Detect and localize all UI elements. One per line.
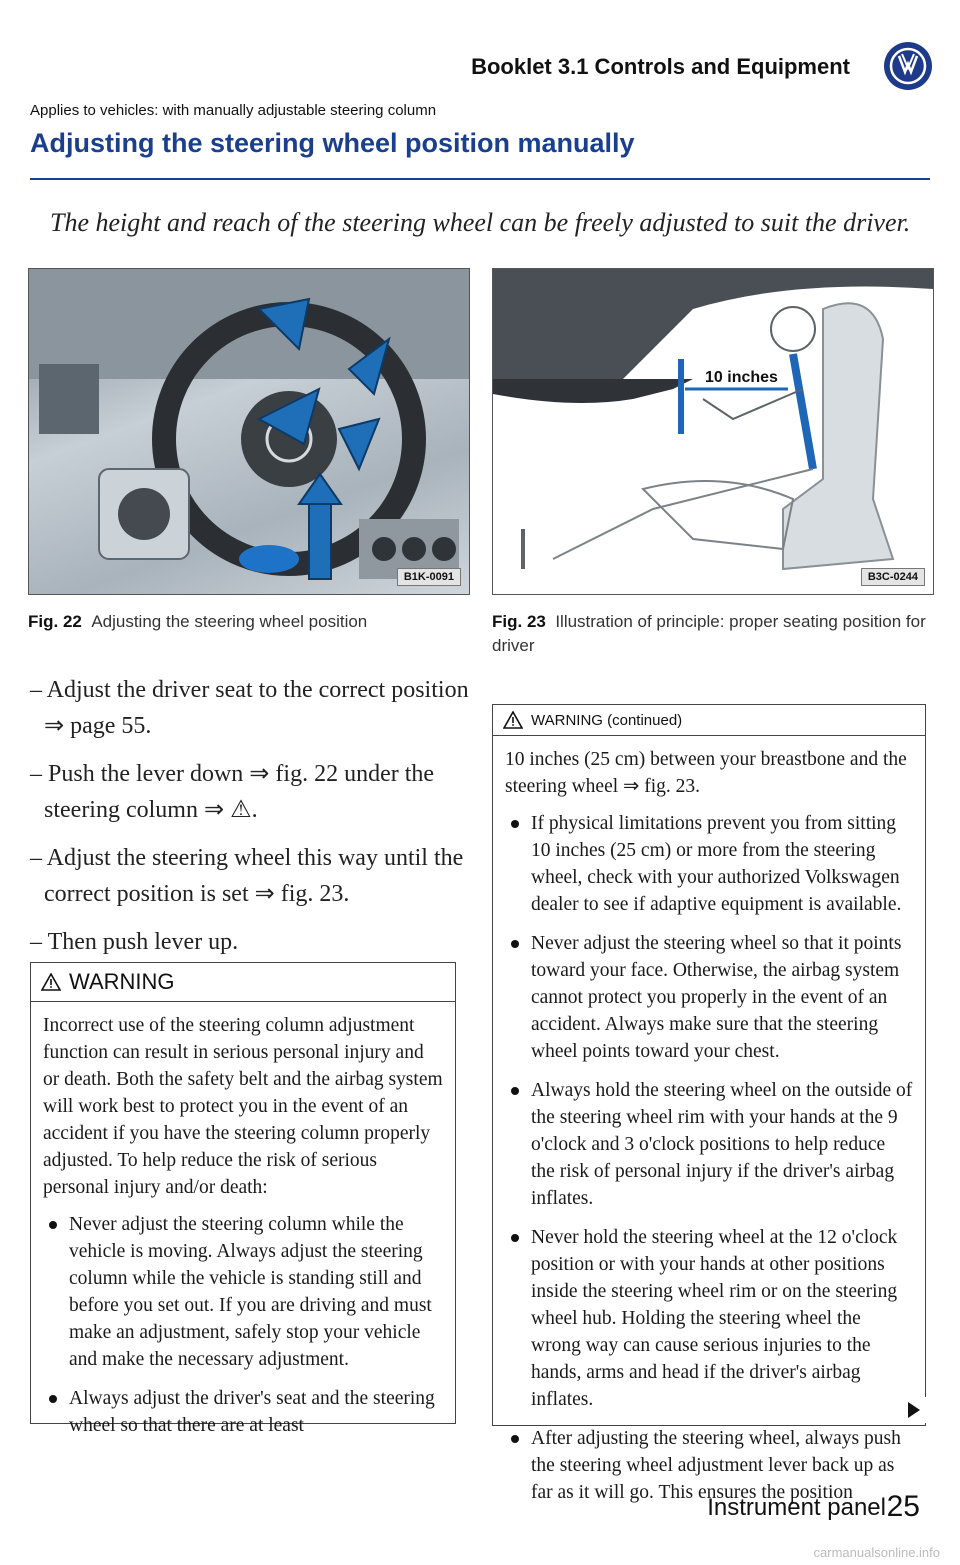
steering-wheel-illustration xyxy=(29,269,469,594)
warning-triangle-icon xyxy=(41,973,61,991)
warning-bullet: Always hold the steering wheel on the outside of the steering wheel rim with your hands at the 9 o'clock and 3 o'clock positions to help reduce the risk of personal injury if the driver's airbag inflates. xyxy=(505,1077,913,1212)
warning-header xyxy=(493,705,925,736)
warning-title: WARNING (continued) xyxy=(531,711,683,729)
footer-section-name: Instrument panel xyxy=(707,1494,886,1521)
volkswagen-logo-icon xyxy=(884,42,932,90)
step-item: – Adjust the steering wheel this way until the correct position is set ⇒ fig. 23. xyxy=(30,845,464,907)
warning-body xyxy=(493,736,925,1528)
warning-title: WARNING xyxy=(69,969,175,994)
section-title: Adjusting the steering wheel position manually xyxy=(30,128,635,158)
figure-23-label: Fig. 23 xyxy=(492,612,546,631)
applies-to-note: Applies to vehicles: with manually adjustable steering column xyxy=(30,102,437,119)
warning-bullet: Never adjust the steering column while the vehicle is moving. Always adjust the steering column while the vehicle is standing still and before you set out. If you are driving and must make an adjustment, safely stop your vehicle and make the necessary adjustment. xyxy=(43,1211,443,1373)
warning-bullet: Always adjust the driver's seat and the steering wheel so that there are at least xyxy=(43,1385,443,1439)
page-header xyxy=(0,30,960,90)
lead-text: The height and reach of the steering wheel can be freely adjusted to suit the driver. xyxy=(50,208,911,237)
instruction-steps xyxy=(30,672,470,972)
figure-23-caption-text: Illustration of principle: proper seating position for driver xyxy=(492,612,926,655)
page-number: 25 xyxy=(886,1490,920,1523)
figure-code: B3C-0244 xyxy=(861,568,925,586)
continue-arrow-icon xyxy=(900,1397,926,1423)
distance-annotation: 10 inches xyxy=(705,369,778,386)
step-item: – Adjust the driver seat to the correct position ⇒ page 55. xyxy=(30,677,469,739)
warning-bullet: After adjusting the steering wheel, always push the steering wheel adjustment lever back up as far as it will go. This ensures the position xyxy=(505,1425,913,1506)
figure-code: B1K-0091 xyxy=(397,568,461,586)
figure-steering-wheel-adjustment xyxy=(28,268,470,595)
watermark: carmanualsonline.info xyxy=(813,1545,940,1560)
step-item: – Push the lever down ⇒ fig. 22 under the steering column ⇒ ⚠. xyxy=(30,761,435,823)
warning-header xyxy=(31,963,455,1002)
warning-triangle-icon xyxy=(503,711,523,729)
warning-bullet: Never hold the steering wheel at the 12 o'clock position or with your hands at other positions inside the steering wheel rim or on the steering wheel hub. Holding the steering wheel the wrong way can cause serious injuries to the hands, arms and head if the driver's airbag inflates. xyxy=(505,1224,913,1413)
warning-body xyxy=(31,1002,455,1461)
title-divider xyxy=(30,178,930,180)
figure-22-caption xyxy=(28,610,468,634)
figure-22-label: Fig. 22 xyxy=(28,612,82,631)
warning-intro: 10 inches (25 cm) between your breastbone and the steering wheel ⇒ fig. 23. xyxy=(505,749,907,797)
figure-22-caption-text: Adjusting the steering wheel position xyxy=(91,612,368,631)
seating-position-illustration xyxy=(493,269,933,594)
warning-bullet: Never adjust the steering wheel so that it points toward your face. Otherwise, the airbag system cannot protect you properly in the event of an accident. Always make sure that the steering wheel points toward your chest. xyxy=(505,930,913,1065)
step-item: – Then push lever up. xyxy=(30,929,239,955)
warning-intro: Incorrect use of the steering column adjustment function can result in serious personal injury and or death. Both the safety belt and the airbag system will work best to protect you in the event of an accident if you have the steering column properly adjusted. To help reduce the risk of serious personal injury and/or death: xyxy=(43,1015,443,1198)
figure-23-caption xyxy=(492,610,932,658)
warning-continued-box xyxy=(492,704,926,1503)
warning-box xyxy=(30,962,456,1436)
booklet-title: Booklet 3.1 Controls and Equipment xyxy=(471,54,850,79)
figure-seating-position xyxy=(492,268,934,595)
warning-bullet: If physical limitations prevent you from sitting 10 inches (25 cm) or more from the steering wheel, check with your authorized Volkswagen dealer to see if adaptive equipment is available. xyxy=(505,810,913,918)
